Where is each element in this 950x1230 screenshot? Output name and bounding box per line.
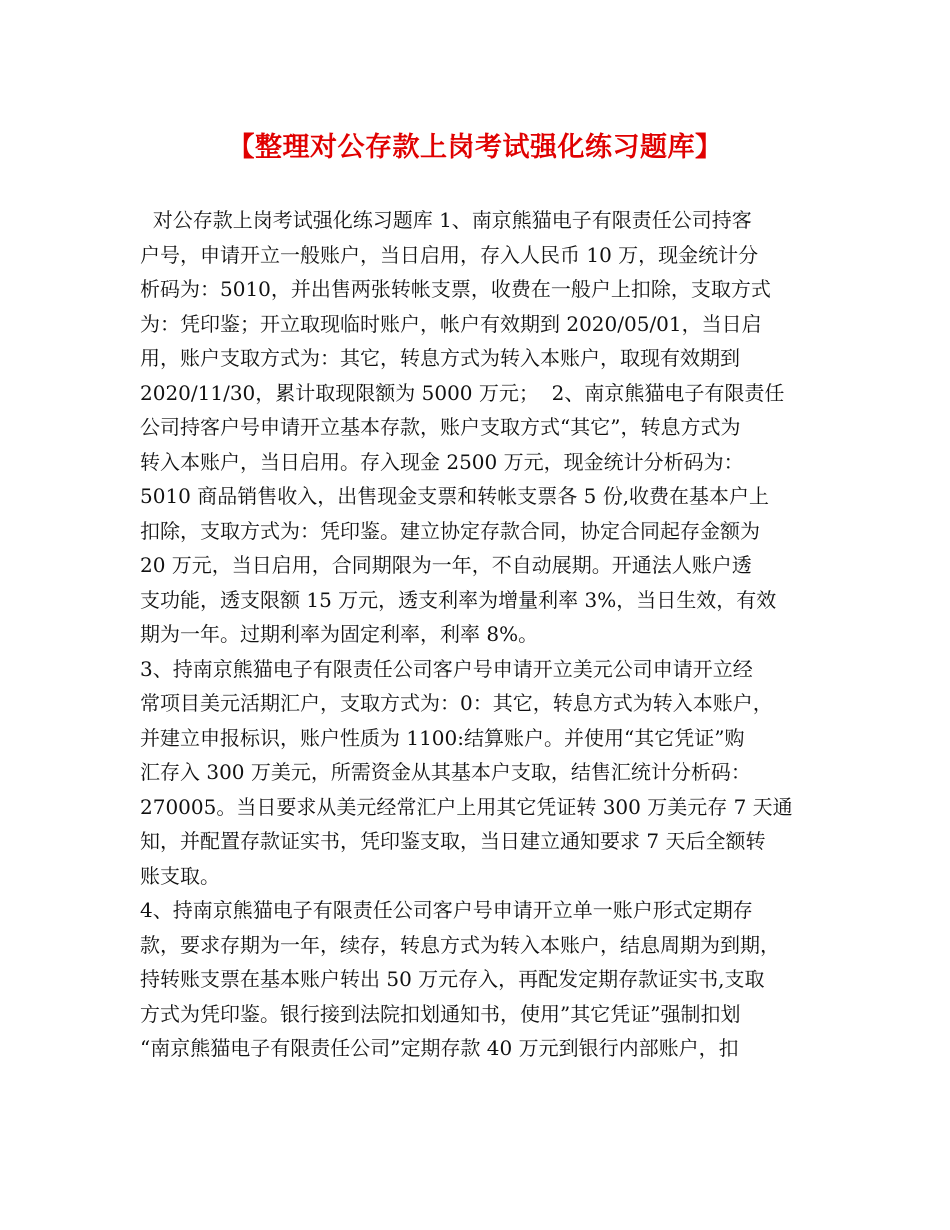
body-line: 支功能，透支限额 15 万元，透支利率为增量利率 3%，当日生效，有效 [140, 587, 777, 612]
body-line: 4、持南京熊猫电子有限责任公司客户号申请开立单一账户形式定期存 [140, 898, 753, 922]
body-line: 5010 商品销售收入，出售现金支票和转帐支票各 5 份,收费在基本户上 [140, 484, 770, 508]
body-line: 常项目美元活期汇户，支取方式为：0：其它，转息方式为转入本账户， [140, 691, 773, 715]
body-line: 用，账户支取方式为：其它，转息方式为转入本账户，取现有效期到 [140, 346, 740, 370]
body-line: 知，并配置存款证实书，凭印鉴支取，当日建立通知要求 7 天后全额转 [140, 829, 766, 853]
document-title: 【整理对公存款上岗考试强化练习题库】 [227, 132, 723, 163]
body-line: 扣除，支取方式为：凭印鉴。建立协定存款合同，协定合同起存金额为 [140, 518, 760, 543]
body-line: 对公存款上岗考试强化练习题库 1、南京熊猫电子有限责任公司持客 [140, 208, 752, 232]
body-line: 账支取。 [140, 863, 220, 888]
body-line: 汇存入 300 万美元，所需资金从其基本户支取，结售汇统计分析码： [140, 760, 751, 784]
body-line: 期为一年。过期利率为固定利率，利率 8%。 [140, 622, 539, 646]
body-line: 方式为凭印鉴。银行接到法院扣划通知书，使用”其它凭证”强制扣划 [140, 1001, 741, 1026]
body-line: 270005。当日要求从美元经常汇户上用其它凭证转 300 万美元存 7 天通 [140, 794, 793, 819]
body-line: 公司持客户号申请开立基本存款，账户支取方式“其它”，转息方式为 [140, 415, 741, 439]
body-line: “南京熊猫电子有限责任公司”定期存款 40 万元到银行内部账户，扣 [140, 1036, 739, 1060]
body-line: 3、持南京熊猫电子有限责任公司客户号申请开立美元公司申请开立经 [140, 656, 753, 681]
body-line: 持转账支票在基本账户转出 50 万元存入，再配发定期存款证实书,支取 [140, 967, 765, 991]
body-line: 户号，申请开立一般账户，当日启用，存入人民币 10 万，现金统计分 [140, 242, 759, 267]
body-line: 转入本账户，当日启用。存入现金 2500 万元，现金统计分析码为： [140, 449, 744, 474]
body-line: 款，要求存期为一年，续存，转息方式为转入本账户，结息周期为到期， [140, 932, 780, 957]
body-line: 析码为：5010，并出售两张转帐支票，收费在一般户上扣除，支取方式 [140, 277, 771, 301]
document-body [140, 203, 815, 1066]
body-line: 并建立申报标识，账户性质为 1100:结算账户。并使用“其它凭证”购 [140, 725, 745, 750]
body-line: 20 万元，当日启用，合同期限为一年，不自动展期。开通法人账户透 [140, 553, 752, 577]
body-line: 为：凭印鉴；开立取现临时账户，帐户有效期到 2020/05/01，当日启 [140, 311, 762, 336]
body-line: 2020/11/30，累计取现限额为 5000 万元； 2、南京熊猫电子有限责任 [140, 380, 785, 405]
